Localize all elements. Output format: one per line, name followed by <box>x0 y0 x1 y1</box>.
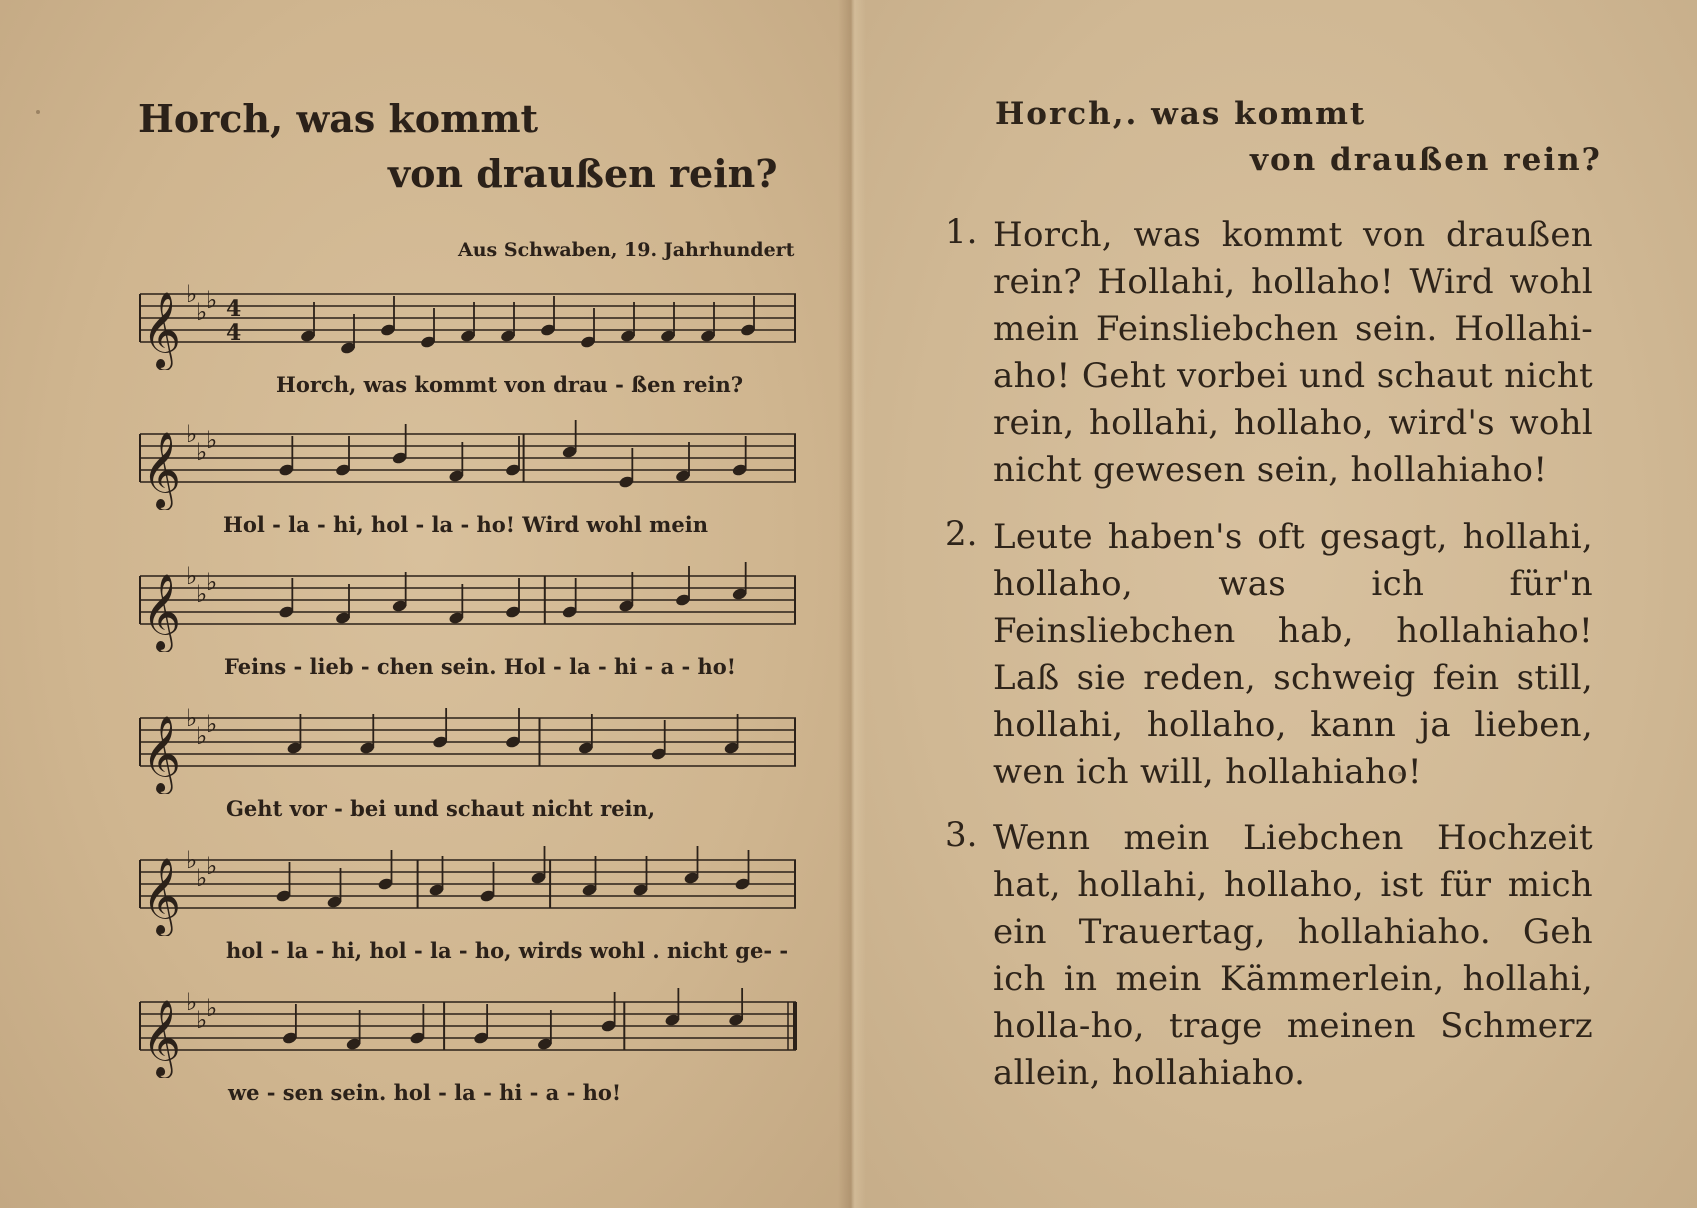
flat-icon: ♭ <box>196 580 208 608</box>
flat-icon: ♭ <box>206 710 218 738</box>
verse-number: 2. <box>945 514 978 554</box>
flat-icon: ♭ <box>186 420 198 448</box>
flat-icon: ♭ <box>186 704 198 732</box>
verse-title-line-2: von draußen rein? <box>1250 142 1602 178</box>
staff <box>138 562 798 652</box>
music-system-3 <box>138 562 798 682</box>
verse-number: 3. <box>945 815 978 855</box>
treble-clef-icon: 𝄞 <box>142 431 182 508</box>
flat-icon: ♭ <box>186 988 198 1016</box>
verse-text: Horch, was kommt von draußen rein? Hollahi, hollaho! Wird wohl mein Feinsliebchen sein. Hollahi-aho! Geht vorbei und schaut nicht rein, hollahi, hollaho, wird's wohl nicht gewesen sein, hollahiaho! <box>993 215 1593 490</box>
lyric-line-4: Geht vor - bei und schaut nicht rein, <box>226 796 656 821</box>
flat-icon: ♭ <box>186 562 198 590</box>
lyric-line-2: Hol - la - hi, hol - la - ho! Wird wohl mein <box>223 512 708 537</box>
music-system-1 <box>138 280 798 400</box>
flat-icon: ♭ <box>186 846 198 874</box>
staff <box>138 988 798 1078</box>
treble-clef-icon: 𝄞 <box>142 291 182 368</box>
music-system-4 <box>138 704 798 824</box>
flat-icon: ♭ <box>196 864 208 892</box>
time-signature-top: 4 <box>226 296 242 322</box>
staff <box>138 704 798 794</box>
flat-icon: ♭ <box>206 286 218 314</box>
flat-icon: ♭ <box>206 568 218 596</box>
flat-icon: ♭ <box>206 426 218 454</box>
music-system-5 <box>138 846 798 966</box>
song-origin: Aus Schwaben, 19. Jahrhundert <box>458 239 795 261</box>
music-system-6 <box>138 988 798 1108</box>
flat-icon: ♭ <box>186 280 198 308</box>
lyric-line-5: hol - la - hi, hol - la - ho, wirds wohl . nicht ge- - <box>226 938 789 963</box>
treble-clef-icon: 𝄞 <box>142 715 182 792</box>
song-title-line-1: Horch, was kommt <box>138 96 539 141</box>
music-system-2 <box>138 420 798 540</box>
song-title-line-2: von draußen rein? <box>388 151 778 196</box>
flat-icon: ♭ <box>206 994 218 1022</box>
verse-number: 1. <box>945 212 978 252</box>
flat-icon: ♭ <box>196 722 208 750</box>
flat-icon: ♭ <box>196 298 208 326</box>
verse-text: Leute haben's oft gesagt, hollahi, hollaho, was ich für'n Feinsliebchen hab, hollahiaho! Laß sie reden, schweig fein still, hollahi, hollaho, kann ja lieben, wen ich will, hollahiaho! <box>993 517 1593 792</box>
staff <box>138 420 798 510</box>
lyric-line-6: we - sen sein. hol - la - hi - a - ho! <box>228 1080 622 1105</box>
lyric-line-1: Horch, was kommt von drau - ßen rein? <box>276 372 744 397</box>
treble-clef-icon: 𝄞 <box>142 573 182 650</box>
paper-speck <box>36 110 40 114</box>
page-fold <box>838 0 866 1208</box>
flat-icon: ♭ <box>196 1006 208 1034</box>
paper-speck <box>1398 772 1402 776</box>
staff <box>138 280 798 370</box>
lyric-line-3: Feins - lieb - chen sein. Hol - la - hi - a - ho! <box>224 654 737 679</box>
verse-title-line-1: Horch,. was kommt <box>995 96 1367 132</box>
time-signature-bottom: 4 <box>226 320 242 346</box>
verse-text: Wenn mein Liebchen Hochzeit hat, hollahi, hollaho, ist für mich ein Trauertag, hollahiaho. Geh ich in mein Kämmerlein, hollahi, holla-ho, trage meinen Schmerz allein, hollahiaho. <box>993 818 1593 1093</box>
treble-clef-icon: 𝄞 <box>142 857 182 934</box>
staff <box>138 846 798 936</box>
flat-icon: ♭ <box>196 438 208 466</box>
flat-icon: ♭ <box>206 852 218 880</box>
treble-clef-icon: 𝄞 <box>142 999 182 1076</box>
